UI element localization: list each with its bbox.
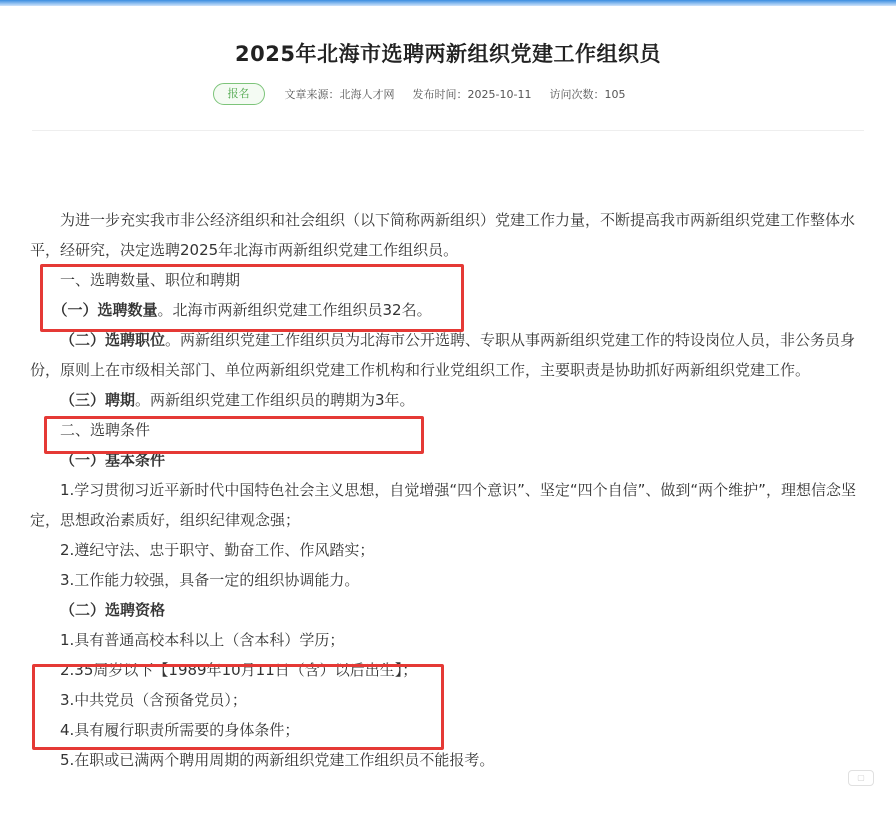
intro-paragraph: 为进一步充实我市非公经济组织和社会组织（以下简称两新组织）党建工作力量，不断提高我市两新组织党建工作整体水平，经研究，决定选聘2025年北海市两新组织党建工作组织员。	[30, 211, 856, 259]
paragraph-text: 。两新组织党建工作组织员为北海市公开选聘、专职从事两新组织党建工作的特设岗位人员，非公务员身份，原则上在市级相关部门、单位两新组织党建工作机构和行业党组织工作，主要职责是协助抓好两新组织党建工作。	[30, 331, 856, 379]
paragraph	[30, 325, 862, 385]
article-meta	[0, 82, 896, 106]
subsection-title	[30, 595, 862, 625]
list-item: 5.在职或已满两个聘用周期的两新组织党建工作组织员不能报考。	[60, 751, 495, 769]
paragraph-text: 。两新组织党建工作组织员的聘期为3年。	[135, 391, 415, 409]
subsection-title: （二）选聘职位	[60, 331, 166, 349]
paragraph	[30, 385, 862, 415]
subsection-title-text: （二）选聘资格	[60, 601, 166, 619]
subsection-title: （一）选聘数量	[52, 301, 158, 319]
list-item: 1.学习贯彻习近平新时代中国特色社会主义思想，自觉增强“四个意识”、坚定“四个自信”、做到“两个维护”，理想信念坚定，思想政治素质好，组织纪律观念强；	[30, 481, 856, 529]
top-bar	[0, 0, 896, 6]
highlight-box	[44, 416, 424, 454]
list-item: 3.中共党员（含预备党员）；	[60, 691, 247, 709]
publish-time: 发布时间：2025-10-11	[412, 88, 532, 101]
section-heading: 一、选聘数量、职位和聘期	[60, 271, 241, 289]
divider	[32, 130, 864, 131]
visit-count: 访问次数：105	[549, 88, 626, 101]
list-item: 3.工作能力较强，具备一定的组织协调能力。	[60, 571, 360, 589]
list-item: 2.遵纪守法、忠于职守、勤奋工作、作风踏实；	[60, 541, 375, 559]
paragraph-text: 。北海市两新组织党建工作组织员32名。	[157, 301, 432, 319]
highlight-box	[32, 664, 444, 750]
subsection-title: （三）聘期	[60, 391, 136, 409]
section-heading: 二、选聘条件	[60, 421, 151, 439]
article-title: 2025年北海市选聘两新组织党建工作组织员	[235, 42, 661, 66]
list-item: 1.具有普通高校本科以上（含本科）学历；	[60, 631, 345, 649]
list-item: 2.35周岁以下【1989年10月11日（含）以后出生】；	[60, 661, 418, 679]
highlight-box	[40, 264, 464, 332]
list-item: 4.具有履行职责所需要的身体条件；	[60, 721, 300, 739]
subsection-title-text: （一）基本条件	[60, 451, 166, 469]
watermark-logo-icon: ▢	[848, 770, 874, 786]
article-source: 文章来源：北海人才网	[284, 88, 395, 101]
apply-button[interactable]: 报名	[213, 83, 265, 105]
